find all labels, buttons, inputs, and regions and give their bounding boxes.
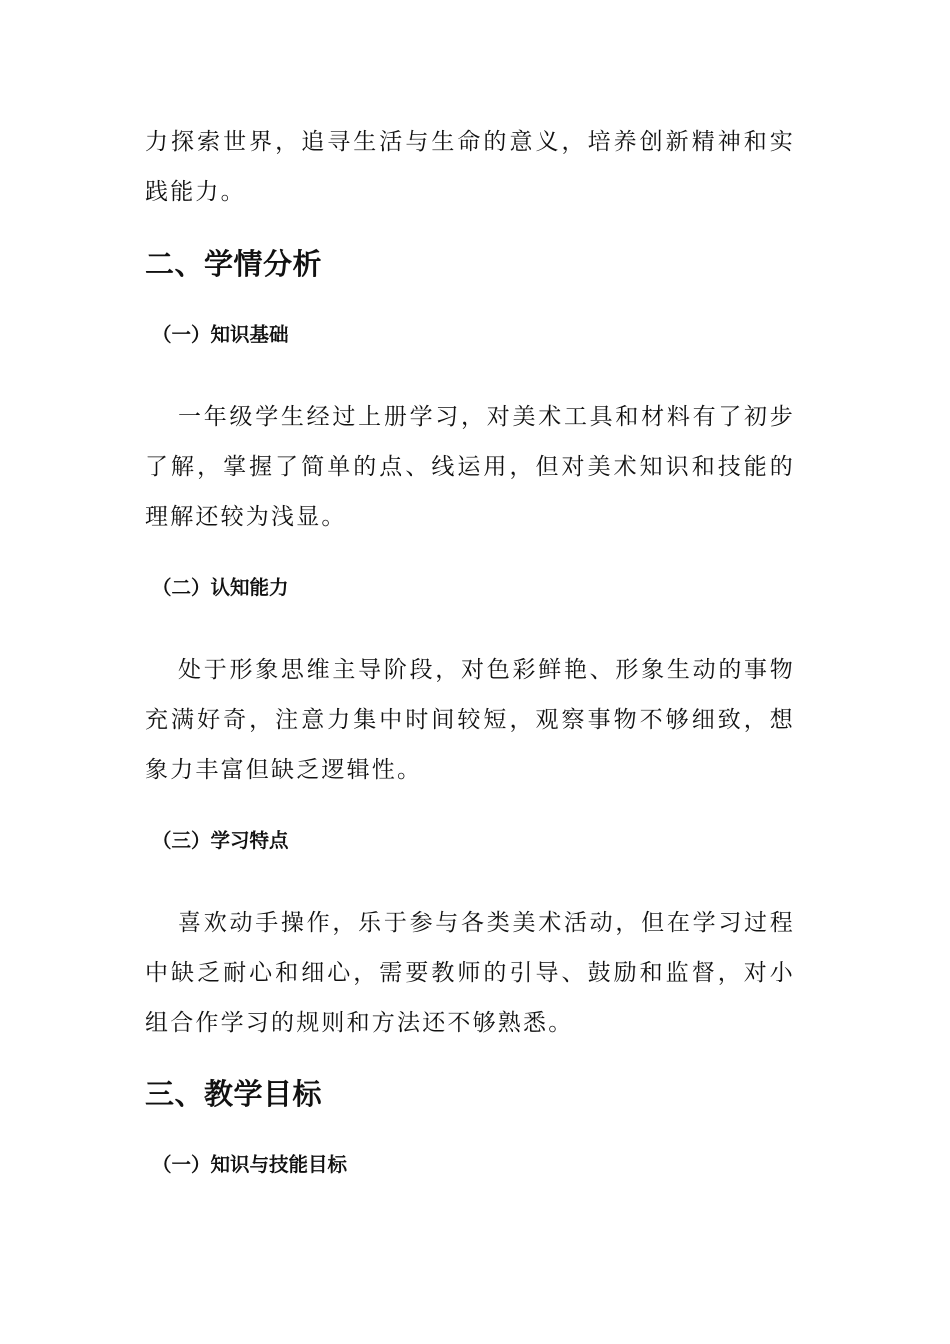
intro-continuation-paragraph: 力探索世界，追寻生活与生命的意义，培养创新精神和实践能力。 <box>145 129 795 205</box>
subheading-learning-characteristics: （三）学习特点 <box>152 829 289 852</box>
subheading-cognitive-ability: （二）认知能力 <box>152 576 289 599</box>
subheading-knowledge-skill-objectives: （一）知识与技能目标 <box>152 1153 348 1176</box>
paragraph-learning-characteristics: 喜欢动手操作，乐于参与各类美术活动，但在学习过程中缺乏耐心和细心，需要教师的引导、鼓励和监督，对小组合作学习的规则和方法还不够熟悉。 <box>145 910 795 1036</box>
paragraph-cognitive-ability: 处于形象思维主导阶段，对色彩鲜艳、形象生动的事物充满好奇，注意力集中时间较短，观察事物不够细致，想象力丰富但缺乏逻辑性。 <box>145 657 795 783</box>
subheading-knowledge-foundation: （一）知识基础 <box>152 323 289 346</box>
section-heading-teaching-objectives: 三、教学目标 <box>145 1077 323 1111</box>
section-heading-learning-analysis: 二、学情分析 <box>145 247 323 281</box>
paragraph-knowledge-foundation: 一年级学生经过上册学习，对美术工具和材料有了初步了解，掌握了简单的点、线运用，但对美术知识和技能的理解还较为浅显。 <box>145 404 795 530</box>
